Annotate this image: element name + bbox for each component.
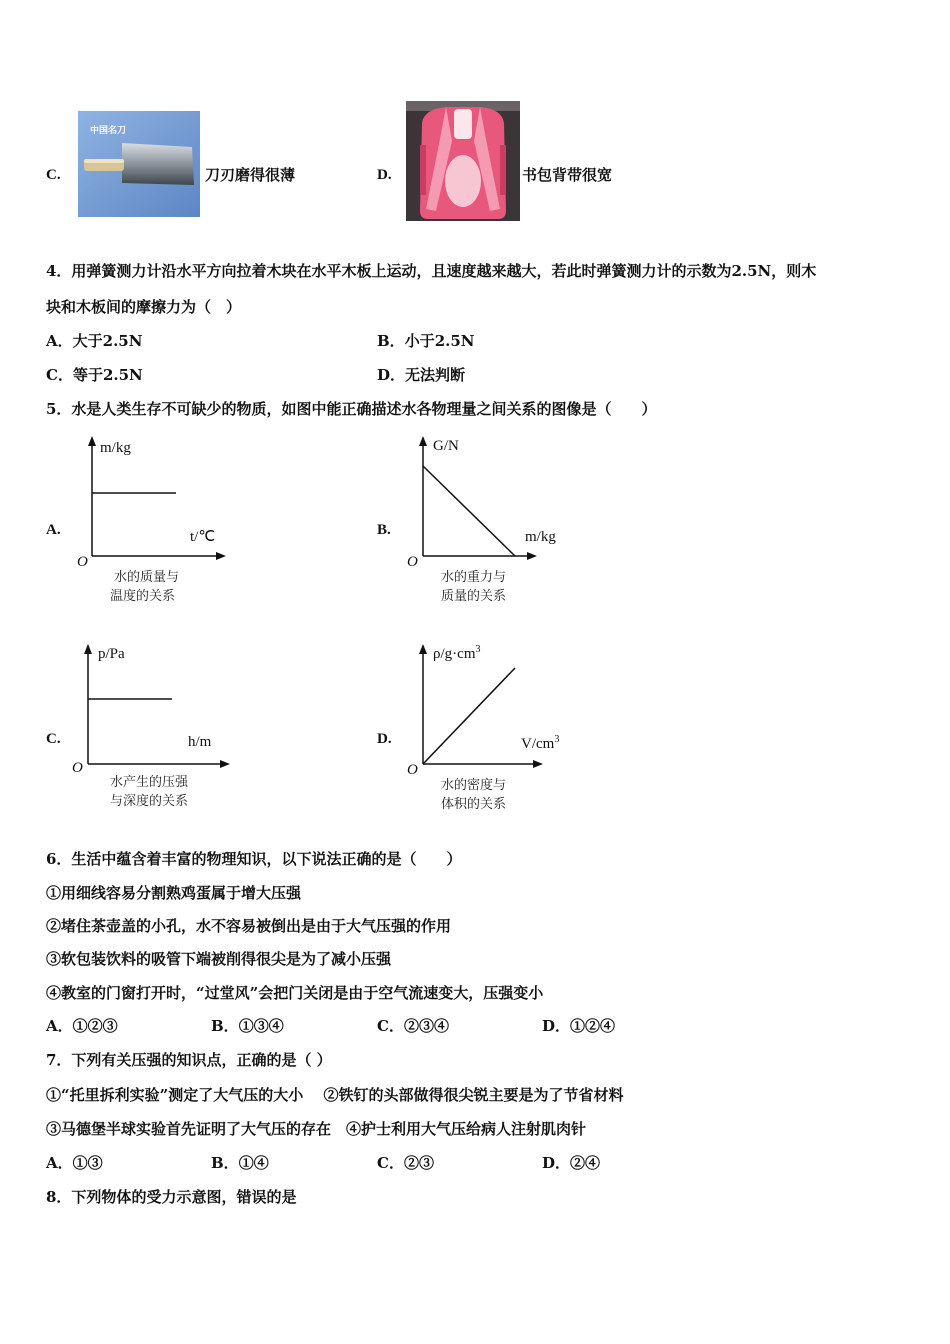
- q5-option-b-label: B.: [377, 522, 391, 538]
- q7-statements-line2: ③马德堡半球实验首先证明了大气压的存在 ④护士利用大气压给病人注射肌肉针: [46, 1120, 587, 1138]
- q5-option-a-label: A.: [46, 522, 61, 538]
- q6-item-4: ④教室的门窗打开时，“过堂风”会把门关闭是由于空气流速变大，压强变小: [46, 984, 544, 1002]
- graph-c: [70, 640, 230, 815]
- q6-item-2: ②堵住茶壶盖的小孔，水不容易被倒出是由于大气压强的作用: [46, 917, 452, 935]
- graph-c-y-label: p/Pa: [98, 646, 125, 662]
- q7-option-b: B．①④: [211, 1154, 269, 1172]
- q7-option-c: C．②③: [377, 1154, 434, 1172]
- q6-option-a: A．①②③: [46, 1017, 118, 1035]
- q7-statements-line1: ①“托里拆利实验”测定了大气压的大小 ②铁钉的头部做得很尖锐主要是为了节省材料: [46, 1086, 624, 1104]
- q6-option-b: B．①③④: [211, 1017, 284, 1035]
- graph-c-caption-2: 与深度的关系: [110, 794, 189, 809]
- q4-option-d: D．无法判断: [377, 366, 466, 384]
- q3-option-c-text: 刀刃磨得很薄: [205, 166, 296, 184]
- graph-b-y-label: G/N: [433, 438, 459, 454]
- graph-b-caption-1: 水的重力与: [441, 570, 507, 585]
- q6-option-d: D．①②④: [542, 1017, 616, 1035]
- graph-d-x-label: $V/cm^3$: [521, 734, 560, 752]
- q6-option-c: C．②③④: [377, 1017, 449, 1035]
- graph-b: [401, 432, 571, 607]
- graph-c-x-label: h/m: [188, 734, 212, 750]
- graph-d-caption-1: 水的密度与: [441, 778, 507, 793]
- graph-b-x-label: m/kg: [525, 529, 556, 545]
- q7-stem: 7．下列有关压强的知识点，正确的是（ ）: [46, 1051, 332, 1069]
- graph-a: [70, 432, 230, 607]
- q3-option-d-label: D.: [377, 167, 392, 183]
- q4-option-c: C．等于2.5N: [46, 366, 143, 384]
- q7-option-d: D．②④: [542, 1154, 601, 1172]
- graph-d-y-label: $\rho/g\cdot cm^3$: [433, 644, 481, 662]
- q6-item-3: ③软包装饮料的吸管下端被削得很尖是为了减小压强: [46, 950, 392, 968]
- q7-option-a: A．①③: [46, 1154, 103, 1172]
- q5-stem: 5．水是人类生存不可缺少的物质，如图中能正确描述水各物理量之间关系的图像是（ ）: [46, 400, 657, 418]
- graph-a-caption-2: 温度的关系: [110, 589, 176, 604]
- q4-stem-line1: 4．用弹簧测力计沿水平方向拉着木块在水平木板上运动，且速度越来越大，若此时弹簧测力计的示数为2.5N，则木: [46, 262, 817, 280]
- q8-stem: 8．下列物体的受力示意图，错误的是: [46, 1188, 297, 1206]
- q4-stem-line2: 块和木板间的摩擦力为（ ）: [46, 298, 242, 316]
- graph-a-x-label: t/℃: [190, 529, 216, 545]
- q3-option-c-label: C.: [46, 167, 61, 183]
- graph-a-caption-1: 水的质量与: [114, 570, 180, 585]
- q4-option-a: A．大于2.5N: [46, 332, 143, 350]
- q5-option-d-label: D.: [377, 731, 392, 747]
- graph-a-origin: O: [77, 554, 88, 570]
- graph-d: [401, 640, 571, 815]
- knife-photo: [78, 111, 200, 217]
- graph-d-line: [423, 668, 515, 764]
- graph-d-origin: O: [407, 762, 418, 778]
- graph-a-y-label: m/kg: [100, 440, 131, 456]
- q6-item-1: ①用细线容易分割熟鸡蛋属于增大压强: [46, 884, 302, 902]
- graph-c-caption-1: 水产生的压强: [110, 775, 189, 790]
- graph-d-caption-2: 体积的关系: [441, 797, 507, 812]
- graph-b-caption-2: 质量的关系: [441, 589, 507, 604]
- q3-option-d-text: 书包背带很宽: [522, 166, 613, 184]
- q5-option-c-label: C.: [46, 731, 61, 747]
- graph-c-origin: O: [72, 760, 83, 776]
- knife-photo-caption: 中国名刀: [90, 126, 127, 136]
- backpack-photo: [406, 101, 520, 221]
- graph-b-origin: O: [407, 554, 418, 570]
- graph-b-line: [423, 466, 515, 556]
- q6-stem: 6．生活中蕴含着丰富的物理知识，以下说法正确的是（ ）: [46, 850, 462, 868]
- q4-option-b: B．小于2.5N: [377, 332, 475, 350]
